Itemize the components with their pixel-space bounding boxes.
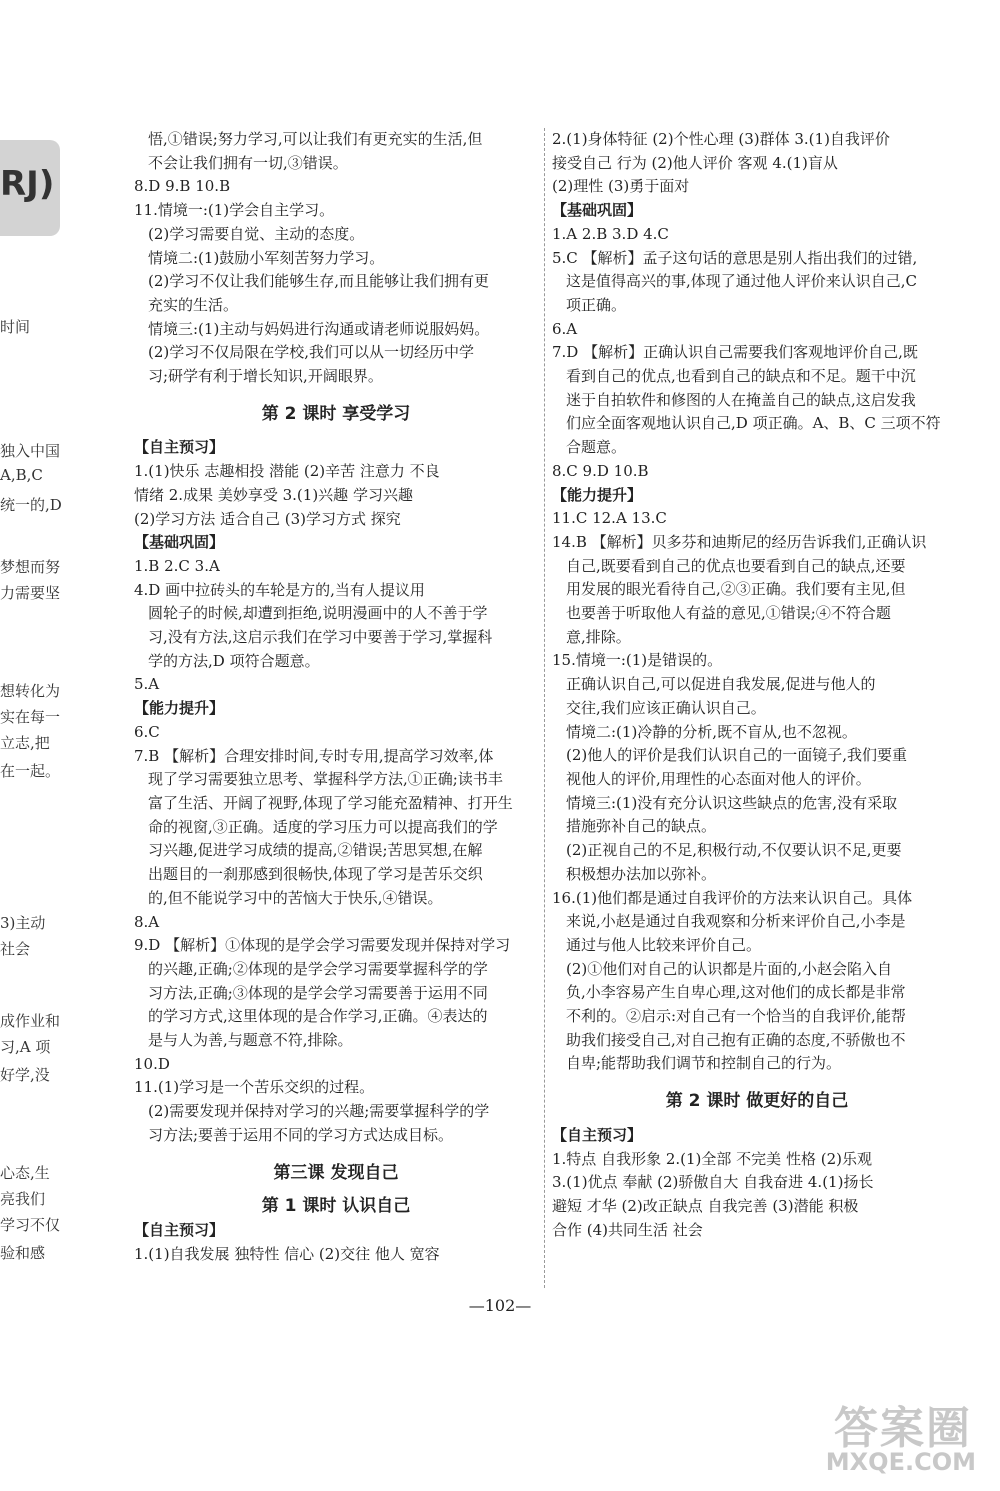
page-number: —102— <box>468 1296 532 1315</box>
left-page-fragment: 亮我们 <box>0 1190 46 1208</box>
answer-line: 不利的。②启示:对自己有一个恰当的自我评价,能帮 <box>566 1007 906 1026</box>
answer-line: (2)正视自己的不足,积极行动,不仅要认识不足,更要 <box>566 841 902 860</box>
subsection-label: 【能力提升】 <box>134 699 225 718</box>
answer-line: 负,小李容易产生自卑心理,这对他们的成长都是非常 <box>566 983 906 1002</box>
section-heading: 第 1 课时 认识自己 <box>261 1196 411 1217</box>
left-page-fragment: 梦想而努 <box>0 558 61 576</box>
answer-line: 1.特点 自我形象 2.(1)全部 不完美 性格 (2)乐观 <box>552 1149 872 1168</box>
answer-line: 自己,既要看到自己的优点也要看到自己的缺点,还要 <box>566 556 906 575</box>
answer-line: 用发展的眼光看待自己,②③正确。我们要有主见,但 <box>566 580 906 599</box>
left-page-fragment: 统一的,D <box>0 496 62 514</box>
answer-line: 情境三:(1)主动与妈妈进行沟通或请老师说服妈妈。 <box>148 319 490 338</box>
watermark-url: MXQE.COM <box>825 1448 976 1476</box>
answer-line: 2.(1)身体特征 (2)个性心理 (3)群体 3.(1)自我评价 <box>552 130 890 148</box>
left-page-fragment: 3)主动 <box>0 914 46 932</box>
answer-line: 们应全面客观地认识自己,D 项正确。A、B、C 三项不符 <box>566 414 941 433</box>
answer-line: 的学习方式,这里体现的是合作学习,正确。④表达的 <box>148 1007 488 1026</box>
answer-line: 学的方法,D 项符合题意。 <box>148 651 320 670</box>
answer-line: 4.D 画中拉砖头的车轮是方的,当有人提议用 <box>134 580 425 599</box>
answer-line: 措施弥补自己的缺点。 <box>566 817 717 836</box>
answer-line: 6.A <box>552 319 578 338</box>
answer-line: 避短 才华 (2)改正缺点 自我完善 (3)潜能 积极 <box>552 1196 859 1215</box>
answer-line: 5.A <box>134 675 160 694</box>
answer-line: 命的视窗,③正确。适度的学习压力可以提高我们的学 <box>148 817 498 836</box>
answer-line: 16.(1)他们都是通过自我评价的方法来认识自己。具体 <box>552 888 913 907</box>
answer-line: 接受自己 行为 (2)他人评价 客观 4.(1)盲从 <box>552 153 838 172</box>
answer-line: 习兴趣,促进学习成绩的提高,②错误;苦思冥想,在解 <box>148 841 483 860</box>
answer-line: 情境三:(1)没有充分认识这些缺点的危害,没有采取 <box>566 793 898 812</box>
answer-line: 圆轮子的时候,却遭到拒绝,说明漫画中的人不善于学 <box>148 604 488 623</box>
answer-line: (2)理性 (3)勇于面对 <box>552 177 690 196</box>
right-column <box>552 128 962 1242</box>
answer-line: 1.A 2.B 3.D 4.C <box>552 224 669 243</box>
answer-line: (2)学习不仅让我们能够生存,而且能够让我们拥有更 <box>148 272 490 291</box>
watermark-text: 答案圈 <box>834 1403 972 1454</box>
answer-line: 14.B 【解析】贝多芬和迪斯尼的经历告诉我们,正确认识 <box>552 532 927 551</box>
answer-line: 10.D <box>134 1054 170 1073</box>
answer-line: 正确认识自己,可以促进自我发展,促进与他人的 <box>566 675 876 694</box>
answer-line: 1.(1)快乐 志趣相投 潜能 (2)辛苦 注意力 不良 <box>134 462 440 481</box>
answer-line: 交往,我们应该正确认识自己。 <box>566 698 766 717</box>
answer-line: (2)他人的评价是我们认识自己的一面镜子,我们要重 <box>566 746 908 765</box>
section-heading: 第 2 课时 做更好的自己 <box>665 1091 849 1112</box>
answer-line: 8.C 9.D 10.B <box>552 461 649 480</box>
section-heading: 第 2 课时 享受学习 <box>261 403 411 424</box>
answer-line: 富了生活、开阔了视野,体现了学习能充盈精神、打开生 <box>148 793 513 812</box>
left-page-fragment: 独入中国 <box>0 442 61 460</box>
answer-line: 视他人的评价,用理性的心态面对他人的评价。 <box>566 769 871 788</box>
answer-line: 情境二:(1)冷静的分析,既不盲从,也不忽视。 <box>566 722 857 741</box>
edition-tab <box>0 140 60 236</box>
answer-line: 来说,小赵是通过自我观察和分析来评价自己,小李是 <box>566 912 906 931</box>
answer-line: 习,没有方法,这启示我们在学习中要善于学习,掌握科 <box>148 628 493 647</box>
answer-line: 11.情境一:(1)学会自主学习。 <box>134 201 335 220</box>
subsection-label: 【能力提升】 <box>552 485 643 504</box>
answer-line: 8.A <box>134 912 160 931</box>
answer-line: (2)学习不仅局限在学校,我们可以从一切经历中学 <box>148 343 475 362</box>
answer-line: 5.C 【解析】孟子这句话的意思是别人指出我们的过错, <box>552 248 918 267</box>
answer-line: 9.D 【解析】①体现的是学会学习需要发现并保持对学习 <box>134 936 511 955</box>
left-page-fragment: 立志,把 <box>0 734 50 752</box>
left-page-fragment: 习,A 项 <box>0 1038 51 1056</box>
answer-line: 看到自己的优点,也看到自己的缺点和不足。题干中沉 <box>566 367 916 386</box>
answer-line: 不会让我们拥有一切,③错误。 <box>148 153 348 172</box>
answer-line: 15.情境一:(1)是错误的。 <box>552 651 723 670</box>
answer-line: 合作 (4)共同生活 社会 <box>552 1220 703 1239</box>
answer-line: 充实的生活。 <box>148 295 239 314</box>
left-page-fragment: 想转化为 <box>0 682 61 700</box>
left-page-fragment: 实在每一 <box>0 708 61 726</box>
answer-line: 合题意。 <box>566 438 627 457</box>
subsection-label: 【基础巩固】 <box>552 201 643 220</box>
section-heading: 第三课 发现自己 <box>273 1162 399 1183</box>
answer-line: 这是值得高兴的事,体现了通过他人评价来认识自己,C <box>566 272 918 291</box>
left-page-fragment: 成作业和 <box>0 1012 61 1030</box>
answer-line: 意,排除。 <box>566 627 631 646</box>
answer-line: 也要善于听取他人有益的意见,①错误;④不符合题 <box>566 604 891 623</box>
left-page-fragment: 学习不仅 <box>0 1216 61 1234</box>
answer-line: 7.D 【解析】正确认识自己需要我们客观地评价自己,既 <box>552 343 918 362</box>
subsection-label: 【自主预习】 <box>134 1220 225 1239</box>
left-page-fragment: A,B,C <box>0 466 43 484</box>
answer-line: 11.C 12.A 13.C <box>552 509 667 528</box>
subsection-label: 【基础巩固】 <box>134 533 225 552</box>
left-column <box>134 128 538 1266</box>
watermark-logo <box>792 1392 982 1482</box>
answer-line: (2)学习需要自觉、主动的态度。 <box>148 224 365 243</box>
answer-line: (2)学习方法 适合自己 (3)学习方式 探究 <box>134 509 401 528</box>
answer-line: 习方法,正确;③体现的是学会学习需要善于运用不同 <box>148 983 488 1002</box>
left-page-fragment: 力需要坚 <box>0 584 61 602</box>
answer-line: 的兴趣,正确;②体现的是学会学习需要掌握科学的学 <box>148 959 488 978</box>
answer-line: 1.(1)自我发展 独特性 信心 (2)交往 他人 宽容 <box>134 1244 440 1263</box>
answer-line: (2)需要发现并保持对学习的兴趣;需要掌握科学的学 <box>148 1102 490 1121</box>
column-divider <box>544 128 545 1288</box>
answer-line: 1.B 2.C 3.A <box>134 556 220 575</box>
answer-line: 自卑;能帮助我们调节和控制自己的行为。 <box>566 1054 842 1073</box>
answer-line: 出题目的一刹那感到很畅快,体现了学习是苦乐交织 <box>148 865 483 884</box>
left-page-fragment: 好学,没 <box>0 1066 50 1084</box>
answer-line: 积极想办法加以弥补。 <box>566 864 717 883</box>
answer-line: 悟,①错误;努力学习,可以让我们有更充实的生活,但 <box>148 130 483 148</box>
answer-line: 7.B 【解析】合理安排时间,专时专用,提高学习效率,体 <box>134 746 494 765</box>
answer-line: 情绪 2.成果 美妙享受 3.(1)兴趣 学习兴趣 <box>134 485 413 504</box>
answer-line: (2)①他们对自己的认识都是片面的,小赵会陷入自 <box>566 959 893 978</box>
answer-line: 习方法;要善于运用不同的学习方式达成目标。 <box>148 1125 454 1144</box>
answer-line: 项正确。 <box>566 295 627 314</box>
answer-line: 8.D 9.B 10.B <box>134 177 231 196</box>
answer-line: 现了学习需要独立思考、掌握科学方法,①正确;读书丰 <box>148 770 503 789</box>
answer-line: 3.(1)优点 奉献 (2)骄傲自大 自我奋进 4.(1)扬长 <box>552 1173 874 1192</box>
subsection-label: 【自主预习】 <box>134 438 225 457</box>
subsection-label: 【自主预习】 <box>552 1125 643 1144</box>
answer-line: 习;研学有利于增长知识,开阔眼界。 <box>148 367 383 386</box>
left-page-fragment: 在一起。 <box>0 762 61 780</box>
answer-line: 11.(1)学习是一个苦乐交织的过程。 <box>134 1078 375 1097</box>
answer-line: 是与人为善,与题意不符,排除。 <box>148 1031 353 1050</box>
answer-line: 6.C <box>134 722 160 741</box>
edition-tab-label: RJ) <box>0 164 55 204</box>
left-page-fragment: 社会 <box>0 940 31 958</box>
answer-line: 通过与他人比较来评价自己。 <box>566 935 762 954</box>
left-page-fragment: 时间 <box>0 318 31 336</box>
answer-line: 助我们接受自己,对自己抱有正确的态度,不骄傲也不 <box>566 1030 906 1049</box>
left-page-fragment: 心态,生 <box>0 1164 50 1182</box>
answer-line: 的,但不能说学习中的苦恼大于快乐,④错误。 <box>148 888 443 907</box>
left-page-fragment: 验和感 <box>0 1244 46 1262</box>
answer-line: 迷于自拍软件和修图的人在掩盖自己的缺点,这启发我 <box>566 390 916 409</box>
answer-line: 情境二:(1)鼓励小军刻苦努力学习。 <box>148 248 385 267</box>
